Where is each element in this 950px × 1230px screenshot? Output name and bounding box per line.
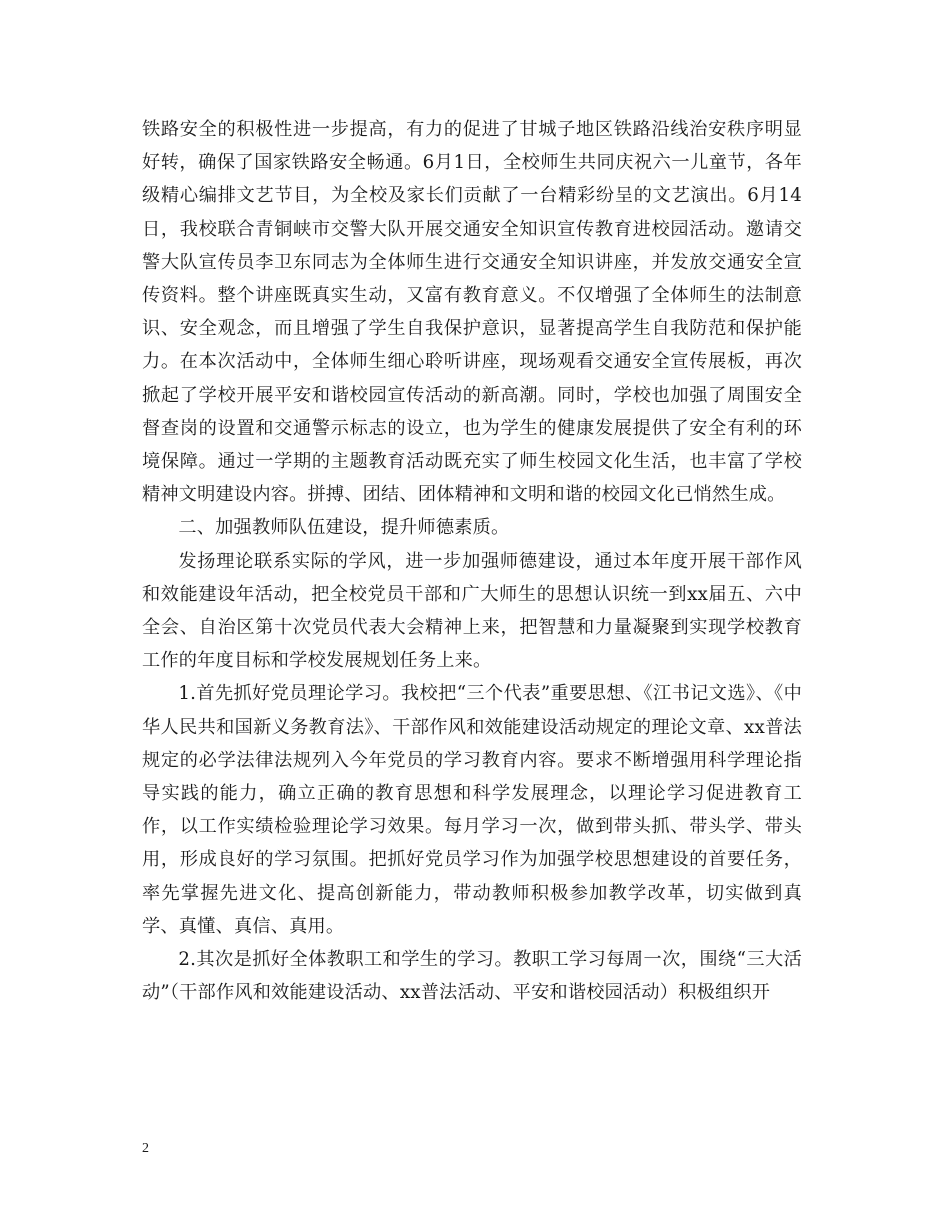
paragraph-safety-activities: 铁路安全的积极性进一步提高，有力的促进了甘城子地区铁路沿线治安秩序明显好转，确保了国家铁路安全畅通。6月1日，全校师生共同庆祝六一儿童节，各年级精心编排文艺节目，为全校及家长们贡献了一台精彩纷呈的文艺演出。6月14日，我校联合青铜峡市交警大队开展交通安全知识宣传教育进校园活动。邀请交警大队宣传员李卫东同志为全体师生进行交通安全知识讲座，并发放交通安全宣传资料。整个讲座既真实生动，又富有教育意义。不仅增强了全体师生的法制意识、安全观念，而且增强了学生自我保护意识，显著提高学生自我防范和保护能力。在本次活动中，全体师生细心聆听讲座，现场观看交通安全宣传展板，再次掀起了学校开展平安和谐校园宣传活动的新高潮。同时，学校也加强了周围安全督查岗的设置和交通警示标志的设立，也为学生的健康发展提供了安全有利的环境保障。通过一学期的主题教育活动既充实了师生校园文化生活，也丰富了学校精神文明建设内容。拼搏、团结、团体精神和文明和谐的校园文化已悄然生成。 — [142, 119, 803, 506]
paragraph-staff-student-study: 2.其次是抓好全体教职工和学生的学习。教职工学习每周一次，围绕“三大活动”（干部作风和效能建设活动、xx普法活动、平安和谐校园活动）积极组织开 — [142, 949, 802, 1004]
document-body — [142, 113, 802, 1009]
section-heading-teacher-team: 二、加强教师队伍建设，提升师德素质。 — [178, 517, 510, 539]
page-number: 2 — [142, 1141, 149, 1156]
paragraph-party-member-study: 1.首先抓好党员理论学习。我校把“三个代表”重要思想、《江书记文选》、《中华人民共和国新义务教育法》、干部作风和效能建设活动规定的理论文章、xx普法规定的必学法律法规列入今年党员的学习教育内容。要求不断增强用科学理论指导实践的能力，确立正确的教育思想和科学发展理念，以理论学习促进教育工作，以工作实绩检验理论学习效果。每月学习一次，做到带头抓、带头学、带头用，形成良好的学习氛围。把抓好党员学习作为加强学校思想建设的首要任务，率先掌握先进文化、提高创新能力，带动教师积极参加教学改革，切实做到真学、真懂、真信、真用。 — [142, 683, 802, 937]
paragraph-study-style: 发扬理论联系实际的学风，进一步加强师德建设，通过本年度开展干部作风和效能建设年活动，把全校党员干部和广大师生的思想认识统一到xx届五、六中全会、自治区第十次党员代表大会精神上来，把智慧和力量凝聚到实现学校教育工作的年度目标和学校发展规划任务上来。 — [142, 550, 802, 672]
